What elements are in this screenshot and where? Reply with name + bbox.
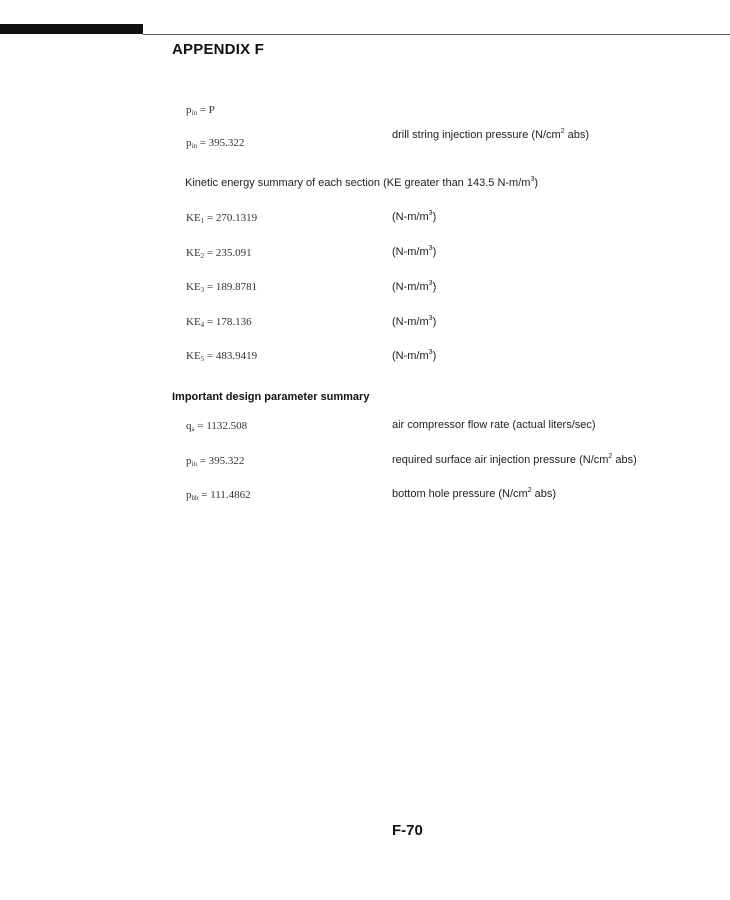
design-row-pbh: $p_{bh} = 111.4862$ [186,489,251,502]
ke-unit-2: $(N-m/m^3)$ [392,245,437,258]
design-desc-pin: required surface air injection pressure ($N/cm^2$ abs) [392,453,637,466]
design-summary-heading: Important design parameter summary [172,391,370,403]
ke-unit-4: $(N-m/m^3)$ [392,315,437,328]
equation-pin-assign: $p_{in} = P$ [186,104,215,117]
design-desc-qa: air compressor flow rate (actual liters/sec) [392,419,596,431]
design-row-qa: $q_a = 1132.508$ [186,420,248,433]
design-desc-pbh: bottom hole pressure ($N/cm^2$ abs) [392,487,557,500]
ke-row-2: $KE_2 = 235.091$ [186,247,252,260]
design-row-pin: $p_{in} = 395.322$ [186,455,245,468]
appendix-title: APPENDIX F [172,41,265,58]
ke-row-3: $KE_3 = 189.8781$ [186,281,258,294]
header-bar [0,24,143,34]
ke-row-4: $KE_4 = 178.136$ [186,316,252,329]
ke-row-5: $KE_5 = 483.9419$ [186,350,258,363]
ke-summary-intro: Kinetic energy summary of each section (KE greater than 143.5 $N-m/m^3$) [185,176,539,189]
pin-description: drill string injection pressure ($N/cm^2$ abs) [392,128,590,141]
page-number: F-70 [392,822,423,839]
ke-row-1: $KE_1 = 270.1319$ [186,212,258,225]
ke-unit-1: $(N-m/m^3)$ [392,210,437,223]
equation-pin-value: $p_{in} = 395.322$ [186,137,245,150]
ke-unit-3: $(N-m/m^3)$ [392,280,437,293]
ke-unit-5: $(N-m/m^3)$ [392,349,437,362]
header-rule [143,34,730,35]
